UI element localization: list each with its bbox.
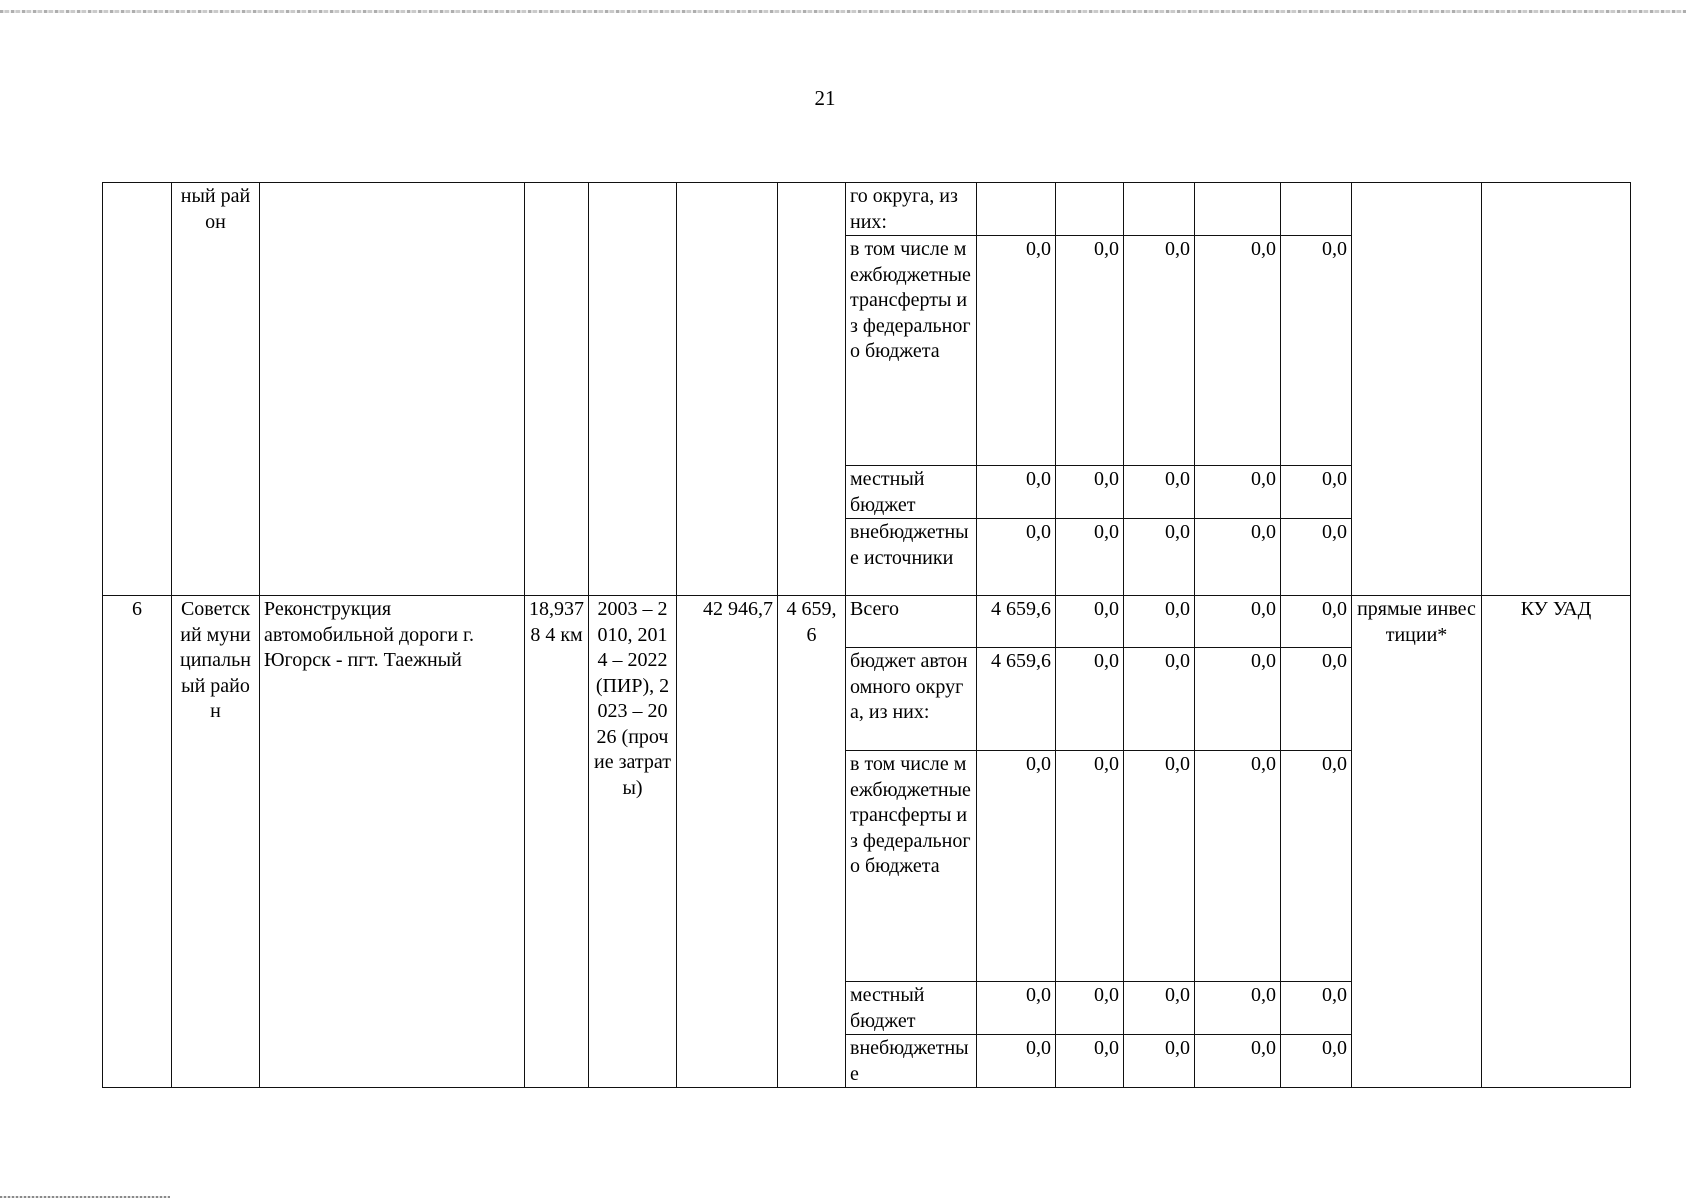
- number-cell: 6: [103, 596, 172, 1088]
- capacity-cell: 18,9378 4 км: [525, 596, 589, 1088]
- period-cell: 2003 – 2010, 2014 – 2022 (ПИР), 2023 – 2026 (прочие затраты): [589, 596, 677, 1088]
- funding-value: 0,0: [1124, 596, 1195, 648]
- customer-cell: [1482, 183, 1631, 596]
- funding-value: 0,0: [1281, 466, 1352, 519]
- funding-source-label: местный бюджет: [846, 982, 977, 1035]
- funding-value: 0,0: [1195, 466, 1281, 519]
- funding-value: 0,0: [1056, 519, 1124, 596]
- funding-value: 0,0: [1056, 236, 1124, 466]
- funding-value: 0,0: [1056, 982, 1124, 1035]
- funding-value: 0,0: [1281, 1035, 1352, 1088]
- funding-value: 0,0: [1195, 1035, 1281, 1088]
- funding-value: 4 659,6: [977, 596, 1056, 648]
- funding-value: 0,0: [1056, 1035, 1124, 1088]
- funding-value: 0,0: [1195, 596, 1281, 648]
- table-row: [103, 183, 1631, 236]
- funding-source-label: местный бюджет: [846, 466, 977, 519]
- estimated-cost-cell: [677, 183, 778, 596]
- funding-source-label: внебюджетные: [846, 1035, 977, 1088]
- funding-value: 0,0: [1281, 982, 1352, 1035]
- funding-value: 0,0: [1124, 648, 1195, 751]
- funding-value: 0,0: [1195, 236, 1281, 466]
- funding-value: 0,0: [1195, 648, 1281, 751]
- funding-value: 0,0: [977, 751, 1056, 982]
- funding-value: 0,0: [977, 1035, 1056, 1088]
- funding-value: [1124, 183, 1195, 236]
- page-number: 21: [814, 86, 836, 110]
- funding-value: 0,0: [1124, 1035, 1195, 1088]
- funding-source-label: Всего: [846, 596, 977, 648]
- funding-value: 0,0: [1056, 596, 1124, 648]
- funding-value: 0,0: [1281, 751, 1352, 982]
- funding-value: 0,0: [1281, 648, 1352, 751]
- funding-source-label: бюджет автономного округа, из них:: [846, 648, 977, 751]
- funding-value: [1281, 183, 1352, 236]
- estimated-cost-cell: 42 946,7: [677, 596, 778, 1088]
- funding-value: 0,0: [977, 466, 1056, 519]
- funding-value: 0,0: [1056, 466, 1124, 519]
- remaining-cost-cell: 4 659, 6: [778, 596, 846, 1088]
- investment-table: [102, 182, 1631, 1088]
- funding-value: 0,0: [977, 519, 1056, 596]
- funding-value: 4 659,6: [977, 648, 1056, 751]
- scan-artifact-bottom: [0, 1196, 170, 1198]
- funding-value: 0,0: [1281, 519, 1352, 596]
- funding-value: 0,0: [1124, 466, 1195, 519]
- funding-source-label: в том числе межбюджетные трансферты из федерального бюджета: [846, 751, 977, 982]
- table-row: [103, 596, 1631, 648]
- object-cell: [260, 183, 525, 596]
- region-cell: ный район: [172, 183, 260, 596]
- funding-value: 0,0: [1124, 519, 1195, 596]
- funding-value: 0,0: [977, 236, 1056, 466]
- funding-value: 0,0: [1281, 596, 1352, 648]
- capacity-cell: [525, 183, 589, 596]
- funding-value: 0,0: [1195, 751, 1281, 982]
- funding-value: 0,0: [1056, 648, 1124, 751]
- funding-value: 0,0: [1124, 982, 1195, 1035]
- funding-source-label: внебюджетные источники: [846, 519, 977, 596]
- funding-value: [1056, 183, 1124, 236]
- funding-source-label: в том числе межбюджетные трансферты из федерального бюджета: [846, 236, 977, 466]
- funding-value: 0,0: [1124, 751, 1195, 982]
- customer-cell: КУ УАД: [1482, 596, 1631, 1088]
- period-cell: [589, 183, 677, 596]
- funding-value: [1195, 183, 1281, 236]
- funding-value: 0,0: [1281, 236, 1352, 466]
- funding-value: [977, 183, 1056, 236]
- object-cell: Реконструкция автомобильной дороги г. Югорск - пгт. Таежный: [260, 596, 525, 1088]
- number-cell: [103, 183, 172, 596]
- funding-value: 0,0: [977, 982, 1056, 1035]
- funding-value: 0,0: [1056, 751, 1124, 982]
- scan-artifact-top: [0, 10, 1686, 13]
- region-cell: Советский муниципальный район: [172, 596, 260, 1088]
- funding-value: 0,0: [1195, 519, 1281, 596]
- mechanism-cell: прямые инвестиции*: [1352, 596, 1482, 1088]
- remaining-cost-cell: [778, 183, 846, 596]
- funding-source-label: го округа, из них:: [846, 183, 977, 236]
- funding-value: 0,0: [1195, 982, 1281, 1035]
- mechanism-cell: [1352, 183, 1482, 596]
- funding-value: 0,0: [1124, 236, 1195, 466]
